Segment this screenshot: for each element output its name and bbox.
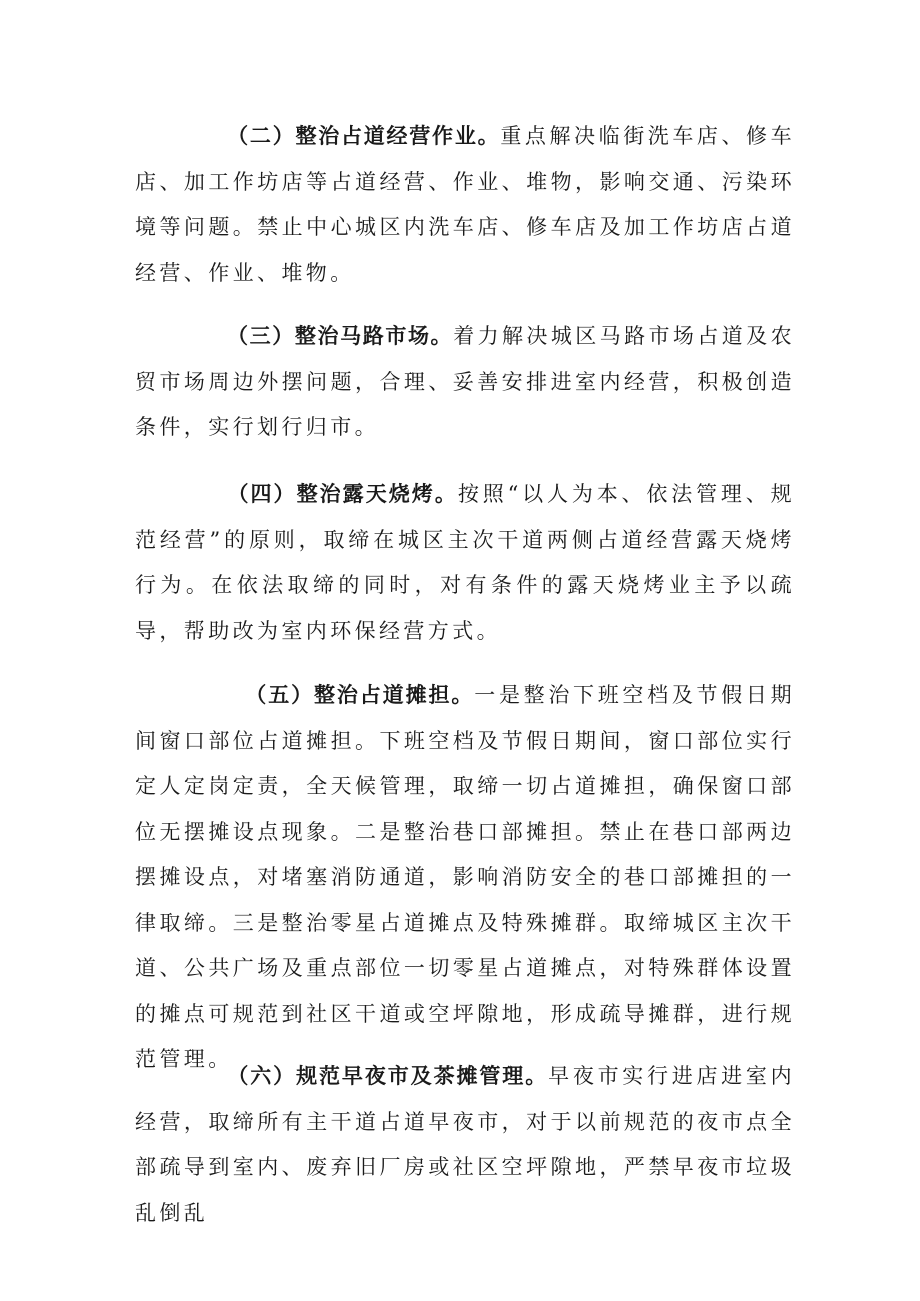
section-4-body: 按照“以人为本、依法管理、规范经营”的原则，取缔在城区主次干道两侧占道经营露天烧烤行为。在依法取缔的同时，对有条件的露天烧烤业主予以疏导，帮助改为室内环保经营方式。 [135,482,795,643]
section-5-heading: （五）整治占道摊担。 [245,682,475,707]
section-2-heading: （二）整治占道经营作业。 [227,123,501,148]
section-2-body: 重点解决临街洗车店、修车店、加工作坊店等占道经营、作业、堆物，影响交通、污染环境等问题。禁止中心城区内洗车店、修车店及加工作坊店占道经营、作业、堆物。 [135,124,795,285]
section-4-heading: （四）整治露天烧烤。 [227,481,458,506]
paragraph-section-4 [135,471,795,654]
section-6-body: 早夜市实行进店进室内经营，取缔所有主干道占道早夜市，对于以前规范的夜市点全部疏导到室内、废弃旧厂房或社区空坪隙地，严禁早夜市垃圾乱倒乱 [135,1064,796,1225]
paragraph-section-6 [135,1053,795,1236]
section-6-heading: （六）规范早夜市及茶摊管理。 [227,1063,549,1088]
section-5-body: 一是整治下班空档及节假日期间窗口部位占道摊担。下班空档及节假日期间，窗口部位实行定人定岗定责，全天候管理，取缔一切占道摊担，确保窗口部位无摆摊设点现象。二是整治巷口部摊担。禁止在巷口部两边摆摊设点，对堵塞消防通道，影响消防安全的巷口部摊担的一律取缔。三是整治零星占道摊点及特殊摊群。取缔城区主次干道、公共广场及重点部位一切零星占道摊点，对特殊群体设置的摊点可规范到社区干道或空坪隙地，形成疏导摊群，进行规范管理。 [135,683,795,1071]
paragraph-section-5 [135,672,795,1083]
paragraph-section-3 [135,313,795,451]
paragraph-section-2 [135,113,795,296]
section-3-heading: （三）整治马路市场。 [227,323,454,348]
section-3-body: 着力解决城区马路市场占道及农贸市场周边外摆问题，合理、妥善安排进室内经营，积极创造条件，实行划行归市。 [135,324,795,439]
